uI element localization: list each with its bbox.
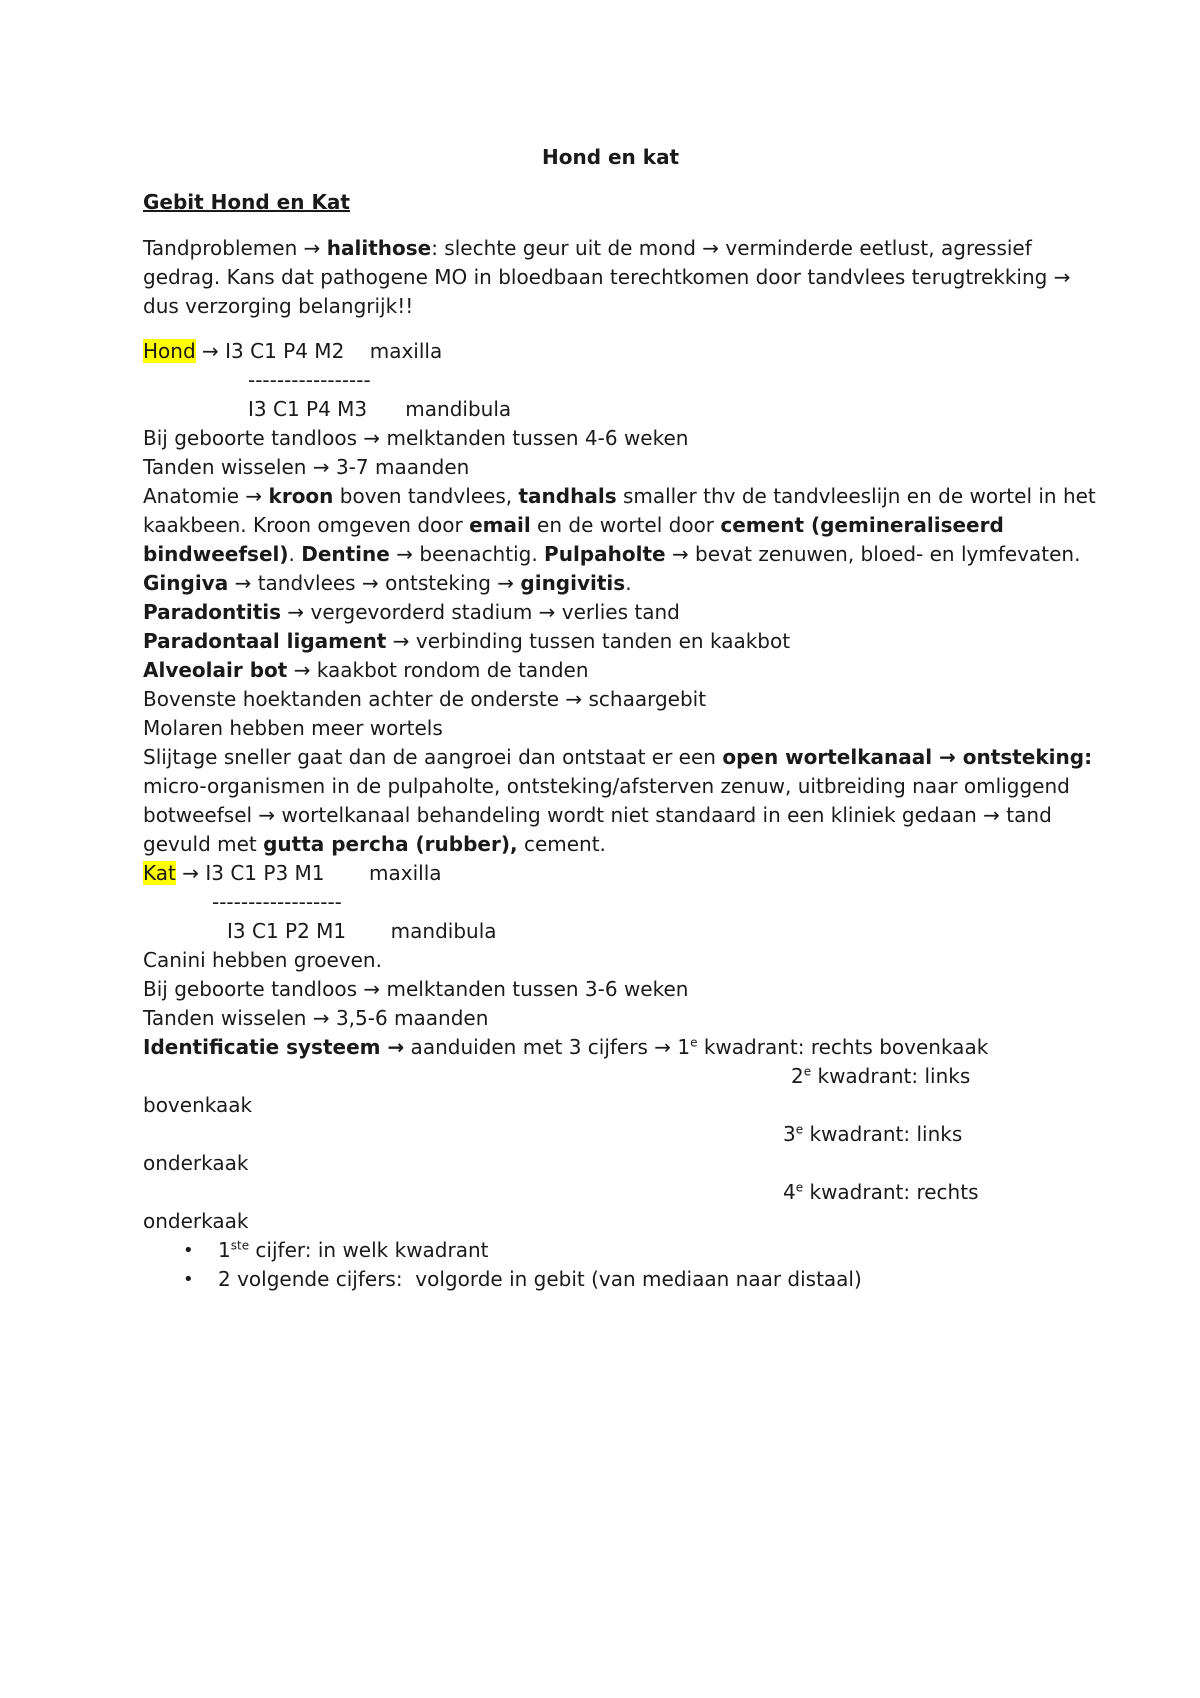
kat-formula-divider: ------------------	[212, 890, 342, 914]
bullet-icon: •	[183, 1240, 194, 1261]
anatomy-line-10: Slijtage sneller gaat dan de aangroei dan ontstaat er een open wortelkanaal → ontsteking:	[143, 745, 1093, 769]
arrow-icon: →	[392, 629, 410, 653]
arrow-icon: →	[1053, 265, 1071, 289]
anatomy-line-1: Anatomie → kroon boven tandvlees, tandhals smaller thv de tandvleeslijn en de wortel in het	[143, 484, 1096, 508]
kat-label: Kat	[143, 861, 176, 885]
identification-line: Identificatie systeem → aanduiden met 3 cijfers → $1^e$ kwadrant: rechts bovenkaak	[143, 1035, 989, 1059]
anatomy-line-6: Paradontaal ligament → verbinding tussen tanden en kaakbot	[143, 629, 791, 653]
anatomy-line-4: Gingiva → tandvlees → ontsteking → gingivitis.	[143, 571, 632, 595]
hond-birth: Bij geboorte tandloos → melktanden tussen 4-6 weken	[143, 426, 689, 450]
anatomy-line-8: Bovenste hoektanden achter de onderste → schaargebit	[143, 687, 707, 711]
arrow-icon: →	[654, 1035, 671, 1059]
arrow-icon: →	[939, 745, 956, 769]
arrow-icon: →	[303, 236, 321, 260]
arrow-icon: →	[312, 455, 330, 479]
quadrant-2-wrap: bovenkaak	[143, 1093, 253, 1117]
arrow-icon: →	[538, 600, 556, 624]
quadrant-3: 3e kwadrant: links	[783, 1122, 963, 1146]
arrow-icon: →	[245, 484, 263, 508]
arrow-icon: →	[387, 1035, 405, 1059]
intro-line-3: dus verzorging belangrijk!!	[143, 294, 414, 318]
hond-formula-upper: Hond → I3 C1 P4 M2 maxilla	[143, 339, 443, 363]
arrow-icon: →	[287, 600, 305, 624]
arrow-icon: →	[293, 658, 311, 682]
anatomy-line-12: botweefsel → wortelkanaal behandeling wordt niet standaard in een kliniek gedaan → tand	[143, 803, 1052, 827]
arrow-icon: →	[202, 339, 219, 363]
anatomy-line-3: bindweefsel). Dentine → beenachtig. Pulpaholte → bevat zenuwen, bloed- en lymfevaten.	[143, 542, 1081, 566]
anatomy-line-11: micro-organismen in de pulpaholte, ontsteking/afsterven zenuw, uitbreiding naar omliggend	[143, 774, 1070, 798]
arrow-icon: →	[234, 571, 252, 595]
quadrant-2: 2e kwadrant: links	[791, 1064, 971, 1088]
arrow-icon: →	[702, 236, 720, 260]
bullet-icon: •	[183, 1269, 194, 1290]
arrow-icon: →	[565, 687, 583, 711]
intro-line-2: gedrag. Kans dat pathogene MO in bloedbaan terechtkomen door tandvlees terugtrekking →	[143, 265, 1071, 289]
document-title: Hond en kat	[542, 145, 680, 169]
anatomy-line-13: gevuld met gutta percha (rubber), cement.	[143, 832, 606, 856]
arrow-icon: →	[363, 426, 381, 450]
anatomy-line-2: kaakbeen. Kroon omgeven door email en de wortel door cement (gemineraliseerd	[143, 513, 1004, 537]
arrow-icon: →	[671, 542, 689, 566]
hond-tooth-change: Tanden wisselen → 3-7 maanden	[143, 455, 470, 479]
arrow-icon: →	[258, 803, 276, 827]
anatomy-line-5: Paradontitis → vergevorderd stadium → verlies tand	[143, 600, 680, 624]
arrow-icon: →	[983, 803, 1000, 827]
arrow-icon: →	[361, 571, 379, 595]
bullet-item-2: 2 volgende cijfers: volgorde in gebit (van mediaan naar distaal)	[218, 1267, 862, 1291]
arrow-icon: →	[363, 977, 381, 1001]
quadrant-4-wrap: onderkaak	[143, 1209, 249, 1233]
kat-formula-lower: I3 C1 P2 M1 mandibula	[227, 919, 497, 943]
hond-formula-lower: I3 C1 P4 M3 mandibula	[248, 397, 512, 421]
intro-line-1: Tandproblemen → halithose: slechte geur uit de mond → verminderde eetlust, agressief	[143, 236, 1032, 260]
kat-formula-upper: Kat → I3 C1 P3 M1 maxilla	[143, 861, 442, 885]
arrow-icon: →	[497, 571, 515, 595]
anatomy-line-9: Molaren hebben meer wortels	[143, 716, 443, 740]
quadrant-3-wrap: onderkaak	[143, 1151, 249, 1175]
section-heading: Gebit Hond en Kat	[143, 190, 350, 214]
arrow-icon: →	[312, 1006, 330, 1030]
bullet-item-1: 1ste cijfer: in welk kwadrant	[218, 1238, 489, 1262]
kat-tooth-change: Tanden wisselen → 3,5-6 maanden	[143, 1006, 489, 1030]
arrow-icon: →	[396, 542, 413, 566]
kat-canini: Canini hebben groeven.	[143, 948, 382, 972]
kat-birth: Bij geboorte tandloos → melktanden tussen 3-6 weken	[143, 977, 689, 1001]
quadrant-4: 4e kwadrant: rechts	[783, 1180, 979, 1204]
hond-formula-divider: -----------------	[248, 368, 371, 392]
anatomy-line-7: Alveolair bot → kaakbot rondom de tanden	[143, 658, 589, 682]
arrow-icon: →	[182, 861, 199, 885]
hond-label: Hond	[143, 339, 196, 363]
